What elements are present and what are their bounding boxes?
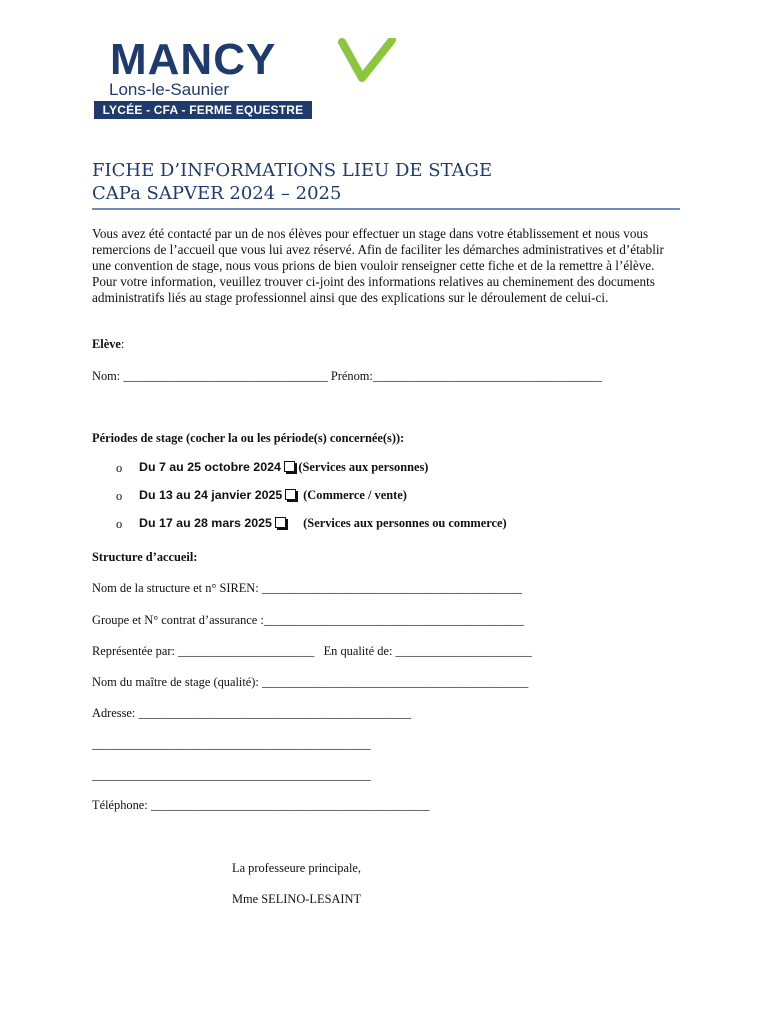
signature-role: La professeure principale, — [232, 861, 362, 875]
adresse-field[interactable]: Adresse: ____________________________________________ — [92, 706, 412, 720]
eleve-heading — [92, 336, 124, 352]
logo-bar: LYCÉE - CFA - FERME EQUESTRE — [94, 101, 312, 119]
document-title: FICHE D’INFORMATIONS LIEU DE STAGE — [92, 160, 493, 181]
period-2-bullet: o — [116, 489, 123, 503]
logo-checkmark-icon — [338, 38, 396, 94]
logo-name: MANCY — [110, 35, 277, 84]
period-3-checkbox[interactable] — [275, 517, 286, 528]
document-subtitle: CAPa SAPVER 2024 – 2025 — [92, 183, 342, 204]
period-3 — [139, 516, 507, 531]
period-2 — [139, 488, 407, 503]
signature-name: Mme SELINO-LESAINT — [232, 892, 362, 906]
periods-heading: Périodes de stage (cocher la ou les période(s) concernée(s)): — [92, 431, 405, 445]
siren-field[interactable]: Nom de la structure et n° SIREN: __________________________________________ — [92, 581, 522, 595]
assurance-field[interactable]: Groupe et N° contrat d’assurance :__________________________________________ — [92, 613, 525, 627]
period-1-type: (Services aux personnes) — [298, 460, 429, 474]
period-1 — [139, 460, 428, 475]
period-3-dates: Du 17 au 28 mars 2025 — [139, 516, 272, 530]
eleve-colon: : — [120, 337, 125, 351]
period-2-type: (Commerce / vente) — [303, 488, 407, 502]
logo-subtitle: Lons-le-Saunier — [109, 80, 230, 99]
period-2-checkbox[interactable] — [285, 489, 296, 500]
representee-field[interactable]: Représentée par: ______________________ En qualité de: ______________________ — [92, 644, 532, 658]
eleve-name-field[interactable]: Nom: _________________________________ Prénom:_____________________________________ — [92, 369, 603, 383]
period-3-type: (Services aux personnes ou commerce) — [303, 516, 507, 530]
period-1-checkbox[interactable] — [284, 461, 295, 472]
intro-paragraph: Vous avez été contacté par un de nos élèves pour effectuer un stage dans votre établissement et nous vous remercions de l’accueil que vous lui avez réservé. Afin de faciliter les démarches administratives et d’établir une convention de stage, nous vous prions de bien vouloir renseigner cette fiche et de la remettre à l’élève. Pour votre information, veuillez trouver ci-joint des informations relatives au cheminement des documents administratifs liés au stage professionnel ainsi que des explications sur le déroulement de celui-ci. — [92, 226, 664, 305]
period-2-dates: Du 13 au 24 janvier 2025 — [139, 488, 283, 502]
maitre-stage-field[interactable]: Nom du maître de stage (qualité): ___________________________________________ — [92, 675, 529, 689]
telephone-field[interactable]: Téléphone: _____________________________________________ — [92, 798, 430, 812]
eleve-label: Elève — [92, 337, 121, 351]
period-3-bullet: o — [116, 517, 123, 531]
adresse-line-3[interactable]: _____________________________________________ — [92, 768, 371, 782]
title-rule — [92, 208, 680, 210]
structure-heading: Structure d’accueil: — [92, 550, 198, 564]
period-1-bullet: o — [116, 461, 123, 475]
period-1-dates: Du 7 au 25 octobre 2024 — [139, 460, 281, 474]
adresse-line-2[interactable]: _____________________________________________ — [92, 737, 371, 751]
